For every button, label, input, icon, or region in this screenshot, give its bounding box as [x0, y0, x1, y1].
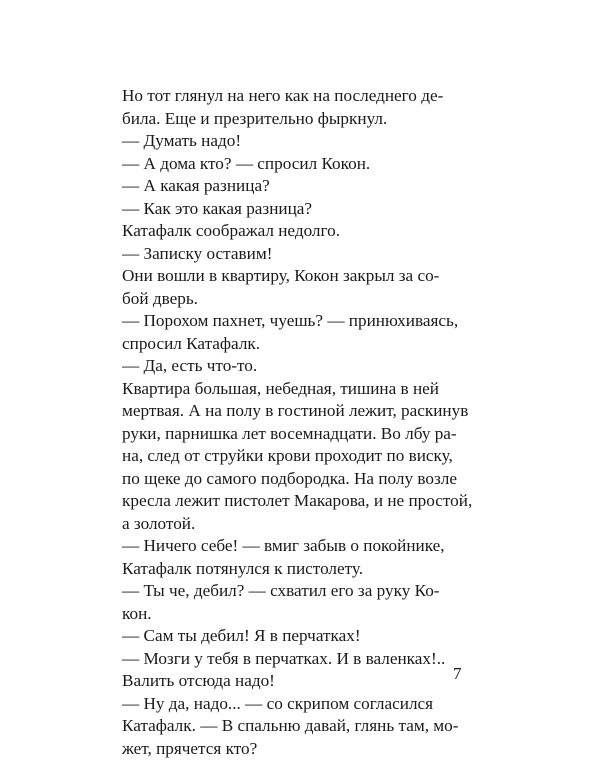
text-line: — А какая разница? — [122, 175, 482, 198]
text-line: кресла лежит пистолет Макарова, и не простой, — [122, 490, 482, 513]
text-line: на, след от струйки крови проходит по виску, — [122, 445, 482, 468]
text-line: Но тот глянул на него как на последнего де- — [122, 85, 482, 108]
text-line: — Мозги у тебя в перчатках. И в валенках!.. — [122, 648, 482, 671]
text-line: — Думать надо! — [122, 130, 482, 153]
text-line: мертвая. А на полу в гостиной лежит, раскинув — [122, 400, 482, 423]
text-line: Катафалк. — В спальню давай, глянь там, мо- — [122, 715, 482, 738]
text-line: Квартира большая, небедная, тишина в ней — [122, 378, 482, 401]
text-line: — Ну да, надо... — со скрипом согласился — [122, 693, 482, 716]
text-line: — Записку оставим! — [122, 243, 482, 266]
text-line: бой дверь. — [122, 288, 482, 311]
text-line: Катафалк потянулся к пистолету. — [122, 558, 482, 581]
text-line: спросил Катафалк. — [122, 333, 482, 356]
text-line: — Да, есть что-то. — [122, 355, 482, 378]
text-line: кон. — [122, 603, 482, 626]
text-line: руки, парнишка лет восемнадцати. Во лбу ра- — [122, 423, 482, 446]
text-line: била. Еще и презрительно фыркнул. — [122, 108, 482, 131]
text-line: — Ничего себе! — вмиг забыв о покойнике, — [122, 535, 482, 558]
text-line: — А дома кто? — спросил Кокон. — [122, 153, 482, 176]
text-line: Они вошли в квартиру, Кокон закрыл за со- — [122, 265, 482, 288]
text-line: жет, прячется кто? — [122, 738, 482, 760]
text-line: Валить отсюда надо! — [122, 670, 482, 693]
text-line: Катафалк соображал недолго. — [122, 220, 482, 243]
text-line: а золотой. — [122, 513, 482, 536]
body-text — [122, 85, 482, 760]
page-number: 7 — [453, 664, 462, 684]
text-line: по щеке до самого подбородка. На полу возле — [122, 468, 482, 491]
text-line: — Сам ты дебил! Я в перчатках! — [122, 625, 482, 648]
text-line: — Порохом пахнет, чуешь? — принюхиваясь, — [122, 310, 482, 333]
text-line: — Ты че, дебил? — схватил его за руку Ко- — [122, 580, 482, 603]
text-line: — Как это какая разница? — [122, 198, 482, 221]
